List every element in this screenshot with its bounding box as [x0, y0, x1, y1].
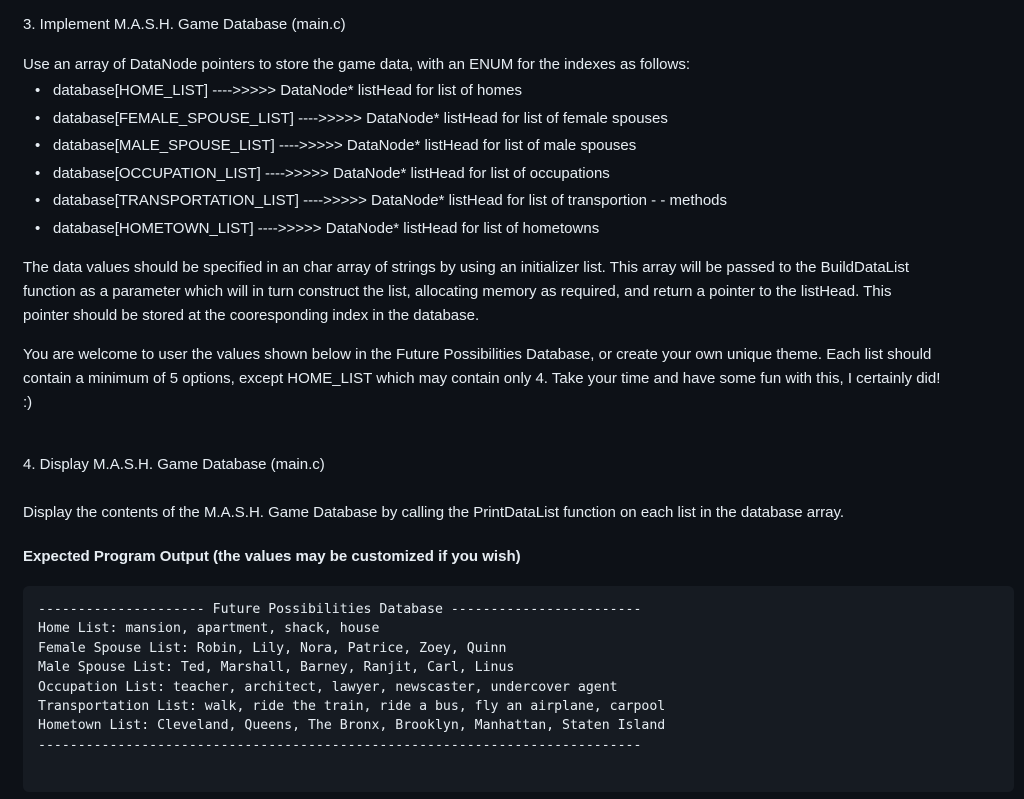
- code-line: Male Spouse List: Ted, Marshall, Barney, Ranjit, Carl, Linus: [38, 660, 515, 676]
- code-line: --------------------- Future Possibilities Database ------------------------: [38, 602, 642, 617]
- expected-output-code-block: [23, 586, 1014, 792]
- document-content: [23, 13, 1013, 569]
- list-item: • database[HOMETOWN_LIST] ---->>>>> DataNode* listHead for list of hometowns: [53, 215, 1013, 243]
- list-item: • database[HOME_LIST] ---->>>>> DataNode* listHead for list of homes: [53, 77, 1013, 105]
- build-data-list-paragraph: The data values should be specified in an char array of strings by using an initializer list. This array will be passed to the BuildDataList function as a parameter which will in turn construct the list, allocating memory as required, and return a pointer to the listHead. This pointer should be stored at the cooresponding index in the database.: [23, 258, 910, 324]
- section-3-intro: Use an array of DataNode pointers to store the game data, with an ENUM for the indexes as follows:: [23, 56, 691, 73]
- code-line: ----------------------------------------------------------------------------: [38, 737, 642, 753]
- bullet-icon: •: [35, 192, 41, 210]
- bullet-icon: •: [35, 137, 41, 155]
- code-line: Hometown List: Cleveland, Queens, The Bronx, Brooklyn, Manhattan, Staten Island: [38, 718, 666, 734]
- section-4-description: Display the contents of the M.A.S.H. Game Database by calling the PrintDataList function on each list in the database array.: [23, 503, 844, 521]
- code-line: Transportation List: walk, ride the train, ride a bus, fly an airplane, carpool: [38, 699, 666, 714]
- list-item: • database[TRANSPORTATION_LIST] ---->>>>> DataNode* listHead for list of transportion - - methods: [53, 187, 1013, 215]
- list-item: • database[FEMALE_SPOUSE_LIST] ---->>>>> DataNode* listHead for list of female spouses: [53, 105, 1013, 133]
- bullet-icon: •: [35, 219, 41, 237]
- code-line: Occupation List: teacher, architect, lawyer, newscaster, undercover agent: [38, 679, 618, 695]
- database-index-list: [23, 77, 1013, 243]
- bullet-icon: •: [35, 164, 41, 182]
- list-item: • database[MALE_SPOUSE_LIST] ---->>>>> DataNode* listHead for list of male spouses: [53, 132, 1013, 160]
- section-4-heading: 4. Display M.A.S.H. Game Database (main.c): [23, 455, 325, 473]
- list-item: • database[OCCUPATION_LIST] ---->>>>> DataNode* listHead for list of occupations: [53, 160, 1013, 188]
- bullet-icon: •: [35, 82, 41, 99]
- expected-output-label: Expected Program Output (the values may be customized if you wish): [23, 547, 521, 565]
- code-line: Female Spouse List: Robin, Lily, Nora, Patrice, Zoey, Quinn: [38, 640, 507, 656]
- section-3-heading: 3. Implement M.A.S.H. Game Database (main.c): [23, 16, 346, 33]
- code-line: Home List: mansion, apartment, shack, house: [38, 621, 380, 637]
- values-paragraph: You are welcome to user the values shown below in the Future Possibilities Database, or create your own unique theme. Each list should contain a minimum of 5 options, except HOME_LIST which may contain only 4. Take your time and have some fun with this, I certainly did! :): [23, 345, 941, 411]
- bullet-icon: •: [35, 109, 41, 127]
